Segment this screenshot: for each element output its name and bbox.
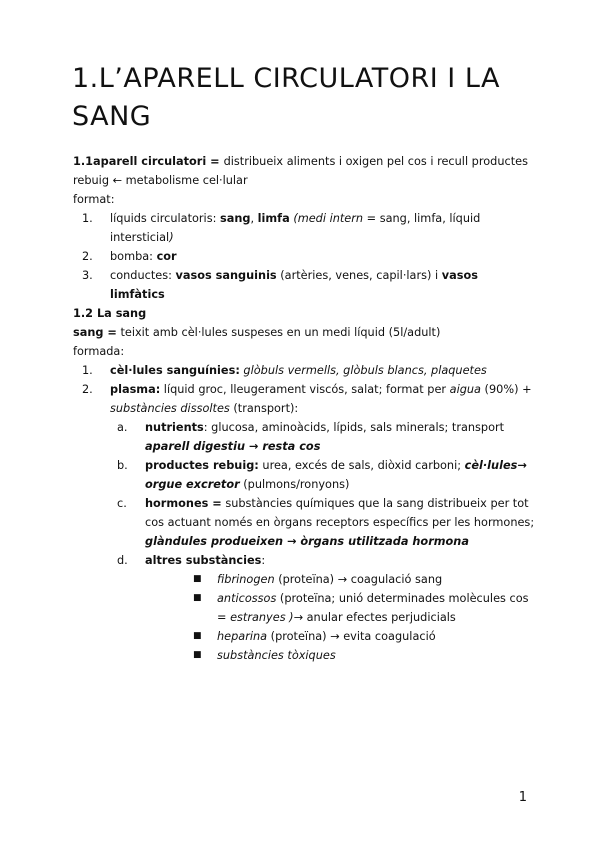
sub-list-item: a. nutrients: glucosa, aminoàcids, lípids, sals minerals; transport aparell digestiu → resta cos — [117, 421, 505, 453]
format-label: format: — [73, 193, 115, 206]
square-bullet-icon: ■ — [193, 593, 202, 603]
formada-label: formada: — [73, 345, 125, 358]
section-1-definition: 1.1aparell circulatori = distribueix aliments i oxigen pel cos i recull productes rebuig ← metabolisme cel·lular — [73, 155, 528, 187]
sang-definition: sang = teixit amb cèl·lules suspeses en un medi líquid (5l/adult) — [73, 326, 441, 339]
square-bullet-icon: ■ — [193, 631, 202, 641]
bullet-item: ■ heparina (proteïna) → evita coagulació — [73, 627, 535, 646]
sub-list-item: b. productes rebuig: urea, excés de sals, diòxid carboni; cèl·lules→ orgue excretor (pulmons/ronyons) — [117, 459, 527, 491]
bullet-item: ■ fibrinogen (proteïna) → coagulació sang — [73, 570, 535, 589]
bullet-item: ■ substàncies tòxiques — [73, 646, 535, 665]
list-item: 2. bomba: cor — [82, 250, 177, 263]
square-bullet-icon: ■ — [193, 650, 202, 660]
list-item: 1. líquids circulatoris: sang, limfa (medi intern = sang, limfa, líquid intersticial) — [82, 212, 481, 244]
page-title: 1.L’APARELL CIRCULATORI I LA SANG — [72, 63, 500, 132]
square-bullet-icon: ■ — [193, 574, 202, 584]
list-item: 3. conductes: vasos sanguinis (artèries, venes, capil·lars) i vasos limfàtics — [82, 269, 478, 301]
document-body — [73, 152, 535, 665]
list-item: 1. cèl·lules sanguínies: glòbuls vermells, glòbuls blancs, plaquetes — [82, 364, 487, 377]
section-1-heading: 1.1aparell circulatori — [73, 155, 207, 168]
section-2-heading: 1.2 La sang — [73, 307, 147, 320]
list-item: 2. plasma: líquid groc, lleugerament viscós, salat; format per aigua (90%) + substàncies dissoltes (transport): — [82, 383, 532, 415]
sub-list-item: d. altres substàncies: — [117, 554, 266, 567]
sub-list-item: c. hormones = substàncies químiques que la sang distribueix per tot cos actuant només en òrgans receptors específics per les hormones; glàndules produeixen → òrgans utilitzada hormona — [117, 497, 535, 548]
page-number: 1 — [518, 790, 527, 805]
bullet-item: ■ anticossos (proteïna; unió determinades molècules cos = estranyes )→ anular efectes perjudicials — [73, 589, 535, 627]
